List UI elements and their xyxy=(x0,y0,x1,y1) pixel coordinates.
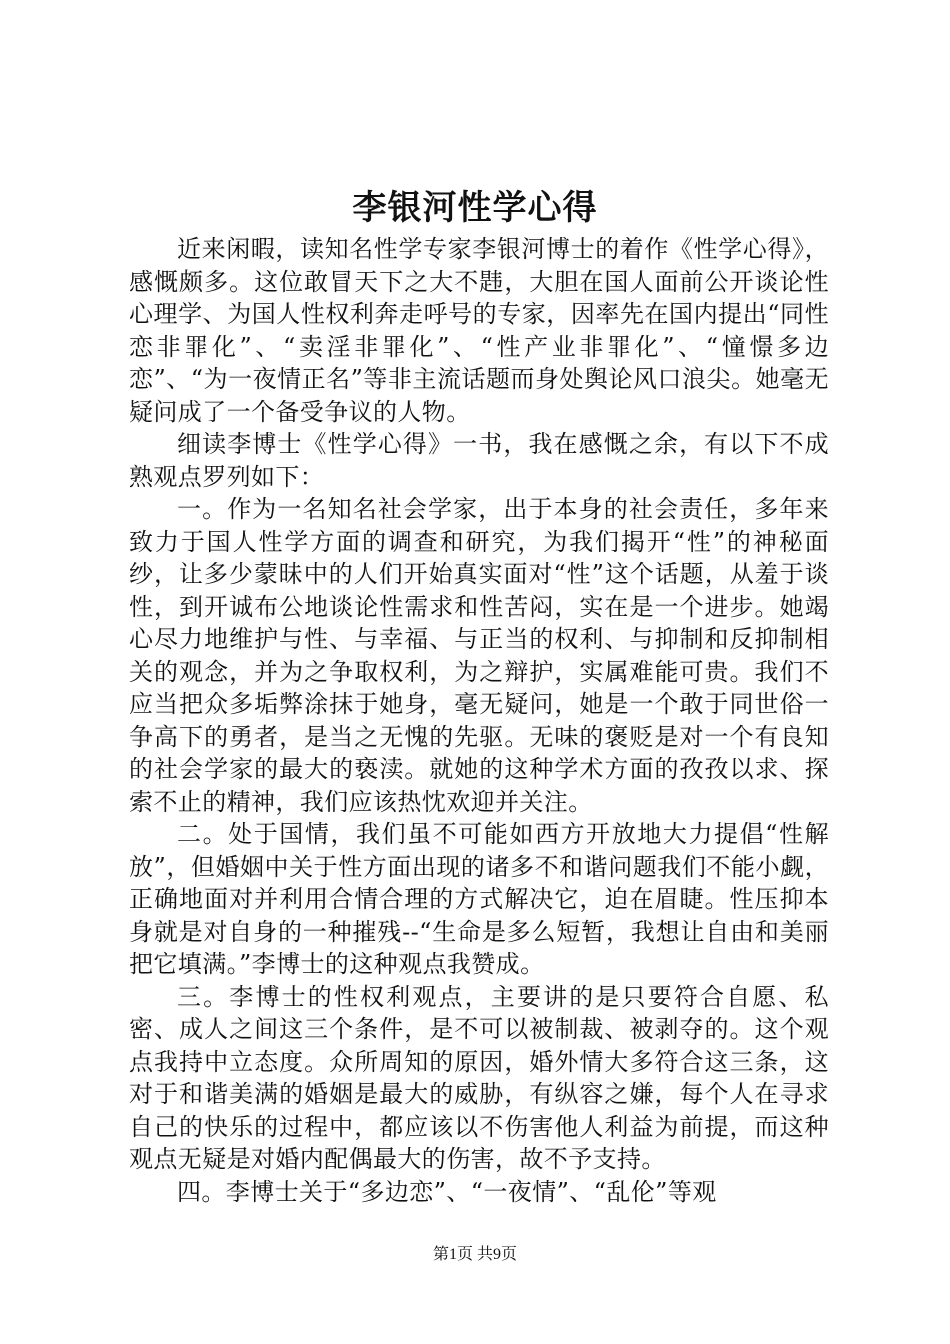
paragraph-intro: 近来闲暇，读知名性学专家李银河博士的着作《性学心得》，感慨颇多。这位敢冒天下之大不韪，大胆在国人面前公开谈论性心理学、为国人性权利奔走呼号的专家，因率先在国内提出“同性恋非罪化”、“卖淫非罪化”、“性产业非罪化”、“憧憬多边恋”、“为一夜情正名”等非主流话题而身处舆论风口浪尖。她毫无疑问成了一个备受争议的人物。 xyxy=(129,235,829,426)
paragraph-point-one: 一。作为一名知名社会学家，出于本身的社会责任，多年来致力于国人性学方面的调查和研究，为我们揭开“性”的神秘面纱，让多少蒙昧中的人们开始真实面对“性”这个话题，从羞于谈性，到开诚布公地谈论性需求和性苦闷，实在是一个进步。她竭心尽力地维护与性、与幸福、与正当的权利、与抑制和反抑制相关的观念，并为之争取权利，为之辩护，实属难能可贵。我们不应当把众多垢弊涂抹于她身，毫无疑问，她是一个敢于同世俗一争高下的勇者，是当之无愧的先驱。无味的褒贬是对一个有良知的社会学家的最大的亵渎。就她的这种学术方面的孜孜以求、探索不止的精神，我们应该热忱欢迎并关注。 xyxy=(129,495,829,816)
paragraph-point-four: 四。李博士关于“多边恋”、“一夜情”、“乱伦”等观 xyxy=(177,1177,717,1206)
document-title: 李银河性学心得 xyxy=(352,188,598,228)
paragraph-point-three: 三。李博士的性权利观点，主要讲的是只要符合自愿、私密、成人之间这三个条件，是不可以被制裁、被剥夺的。这个观点我持中立态度。众所周知的原因，婚外情大多符合这三条，这对于和谐美满的婚姻是最大的威胁，有纵容之嫌，每个人在寻求自己的快乐的过程中，都应该以不伤害他人利益为前提，而这种观点无疑是对婚内配偶最大的伤害，故不予支持。 xyxy=(129,982,829,1173)
page-number-footer: 第1页 共9页 xyxy=(432,1246,517,1263)
paragraph-reading: 细读李博士《性学心得》一书，我在感慨之余，有以下不成熟观点罗列如下： xyxy=(129,430,829,491)
paragraph-point-two: 二。处于国情，我们虽不可能如西方开放地大力提倡“性解放”，但婚姻中关于性方面出现的诸多不和谐问题我们不能小觑，正确地面对并利用合情合理的方式解决它，迫在眉睫。性压抑本身就是对自身的一种摧残--“生命是多么短暂，我想让自由和美丽把它填满。”李博士的这种观点我赞成。 xyxy=(129,820,829,978)
document-body xyxy=(129,233,829,1208)
